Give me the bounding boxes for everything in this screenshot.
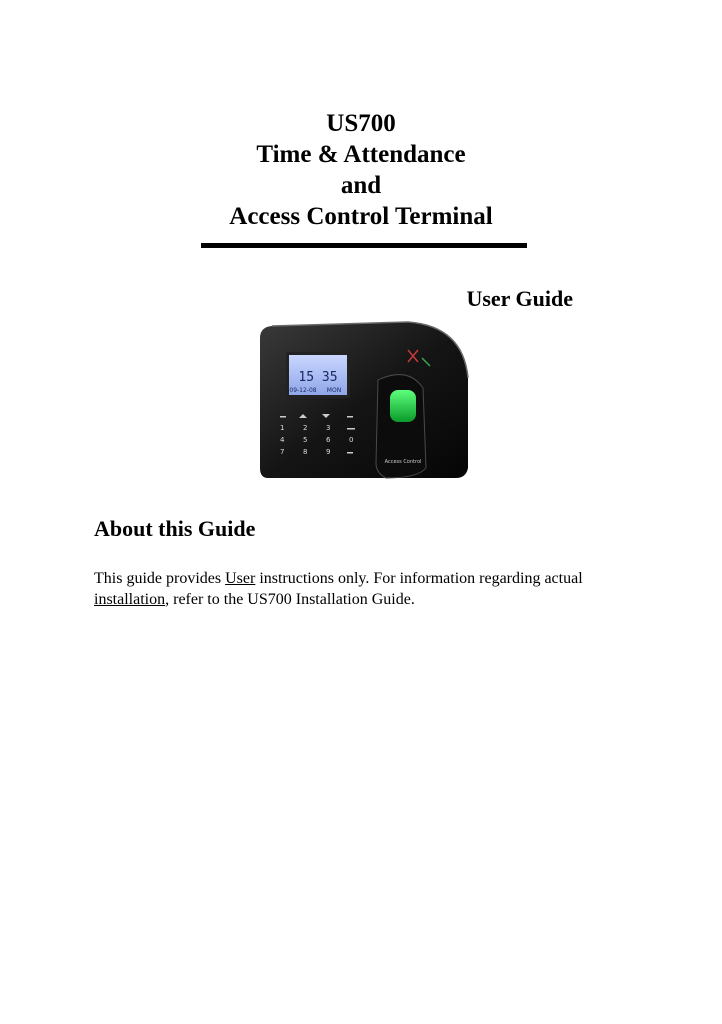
key-9: 9 bbox=[326, 448, 331, 456]
screen-time-readout: 15 35 bbox=[298, 370, 338, 385]
section-heading: About this Guide bbox=[94, 516, 256, 541]
terminal-device-image bbox=[258, 318, 474, 488]
installation-link[interactable]: installation bbox=[94, 591, 166, 608]
title-line-time-attendance: Time & Attendance bbox=[256, 141, 466, 168]
key-0: 0 bbox=[349, 436, 354, 444]
key-3: 3 bbox=[326, 424, 331, 432]
title-line-access-control: Access Control Terminal bbox=[229, 203, 493, 230]
title-divider bbox=[201, 243, 527, 248]
about-guide-paragraph bbox=[94, 568, 634, 610]
paragraph-text-3: , refer to the US700 Installation Guide. bbox=[165, 591, 415, 608]
key-1: 1 bbox=[280, 424, 285, 432]
key-4: 4 bbox=[280, 436, 285, 444]
user-link[interactable]: User bbox=[225, 570, 256, 587]
document-subtitle: User Guide bbox=[466, 286, 573, 311]
paragraph-text-1: This guide provides bbox=[94, 570, 226, 587]
key-8: 8 bbox=[303, 448, 308, 456]
screen-date-readout: 09-12-08 bbox=[289, 387, 317, 394]
screen-day-readout: MON bbox=[326, 387, 342, 394]
paragraph-text-2: instructions only. For information regarding actual bbox=[255, 570, 583, 587]
key-5: 5 bbox=[303, 436, 308, 444]
document-title bbox=[0, 108, 722, 232]
key-2: 2 bbox=[303, 424, 308, 432]
key-6: 6 bbox=[326, 436, 331, 444]
title-model: US700 bbox=[326, 110, 396, 137]
device-brand-label: Access Control bbox=[384, 459, 422, 465]
title-line-and: and bbox=[340, 172, 382, 199]
key-7: 7 bbox=[280, 448, 285, 456]
